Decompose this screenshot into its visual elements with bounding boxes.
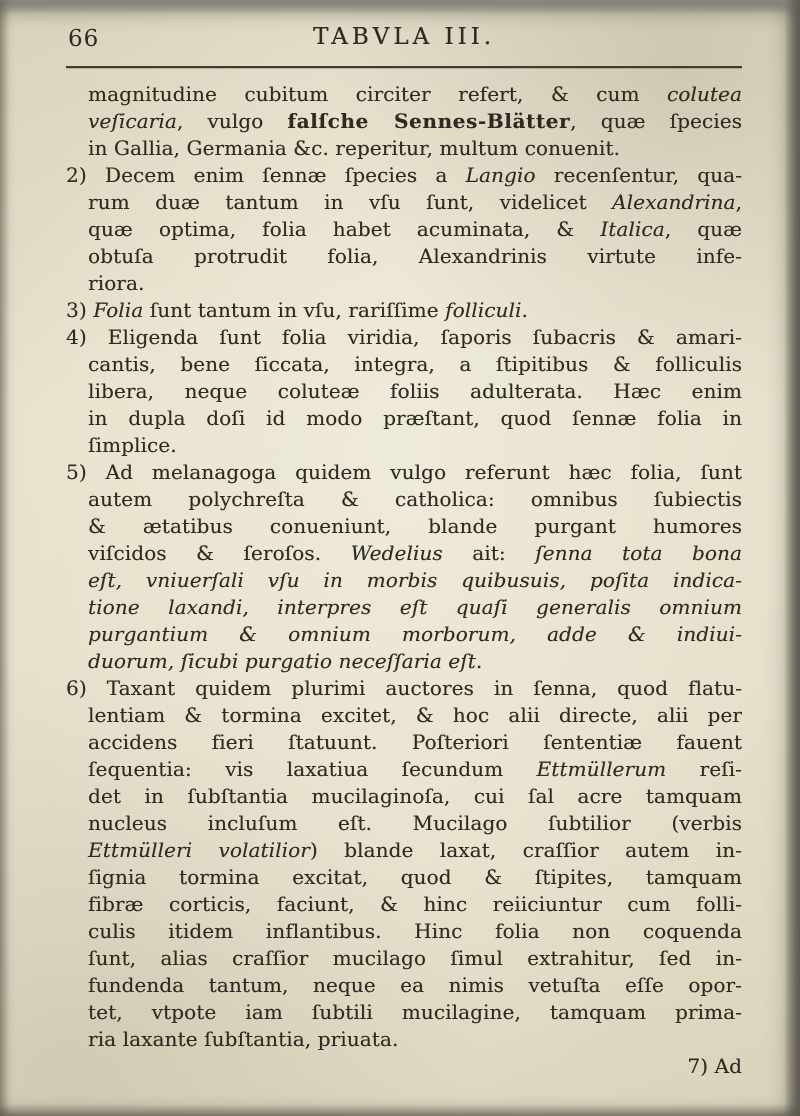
roman-text: lentiam & tormina excitet, & hoc alii directe, alii per <box>88 703 742 727</box>
text-line <box>66 567 742 594</box>
italic-text: colutea <box>666 82 742 106</box>
italic-text: duorum, ſicubi purgatio neceſſaria eſt. <box>88 649 483 673</box>
text-line <box>66 837 742 864</box>
italic-text: ſenna tota bona <box>535 541 742 565</box>
roman-text: reſi- <box>666 757 742 781</box>
roman-text: ſequentia: vis laxatiua ſecundum <box>88 757 537 781</box>
text-line <box>66 945 742 972</box>
text-line <box>66 486 742 513</box>
italic-text: Folia <box>93 298 144 322</box>
text-line <box>66 135 742 162</box>
text-line <box>66 108 742 135</box>
text-line <box>66 81 742 108</box>
roman-text: , <box>735 190 742 214</box>
italic-text: tione laxandi, interpres eſt quaſi generalis omnium <box>88 595 742 619</box>
text-line <box>66 891 742 918</box>
text-line <box>66 648 742 675</box>
text-line <box>66 216 742 243</box>
roman-text: & ætatibus conueniunt, blande purgant humores <box>88 514 742 538</box>
text-line <box>66 594 742 621</box>
roman-text: recenſentur, qua- <box>535 163 742 187</box>
roman-text: 6) Taxant quidem plurimi auctores in ſenna, quod flatu- <box>66 676 742 700</box>
roman-text: 4) Eligenda ſunt folia viridia, ſaporis ſubacris & amari- <box>66 325 742 349</box>
text-line <box>66 729 742 756</box>
text-line <box>66 243 742 270</box>
roman-text: det in ſubſtantia mucilaginoſa, cui ſal acre tamquam <box>88 784 742 808</box>
text-line <box>66 675 742 702</box>
roman-text: 3) <box>66 298 94 322</box>
scan-shadow-left <box>0 0 10 1116</box>
text-line <box>66 999 742 1026</box>
text-line <box>66 918 742 945</box>
scan-shadow-right <box>784 0 800 1116</box>
roman-text: nucleus incluſum eſt. Mucilago ſubtilior (verbis <box>88 811 742 835</box>
text-line <box>66 864 742 891</box>
roman-text: 2) Decem enim ſennæ ſpecies a <box>66 163 466 187</box>
roman-text: libera, neque coluteæ foliis adulterata. Hæc enim <box>88 379 742 403</box>
text-line <box>66 783 742 810</box>
text-line <box>66 810 742 837</box>
blackletter-text: falſche Sennes-Blätter <box>287 109 571 133</box>
text-line <box>66 378 742 405</box>
text-line <box>66 621 742 648</box>
text-line <box>66 756 742 783</box>
catchword-line <box>66 1053 742 1080</box>
page-title: TABVLA III. <box>313 24 495 50</box>
italic-text: Langio <box>465 163 536 187</box>
text-line <box>66 513 742 540</box>
roman-text: 7) Ad <box>687 1054 742 1078</box>
roman-text: in Gallia, Germania &c. reperitur, multum conuenit. <box>88 136 620 160</box>
body-text <box>66 81 742 1080</box>
italic-text: Ettmülleri volatilior <box>88 838 310 862</box>
text-line <box>66 1026 742 1053</box>
text-line <box>66 297 742 324</box>
roman-text: obtuſa protrudit folia, Alexandrinis virtute infe- <box>88 244 742 268</box>
page-content <box>66 24 742 1080</box>
roman-text: magnitudine cubitum circiter refert, & cum <box>88 82 667 106</box>
roman-text: riora. <box>88 271 145 295</box>
scan-shadow-bottom <box>0 1104 800 1116</box>
roman-text: ſignia tormina excitat, quod & ſtipites, tamquam <box>88 865 742 889</box>
roman-text: fibræ corticis, faciunt, & hinc reiiciuntur cum folli- <box>88 892 742 916</box>
scan-shadow-top <box>0 0 800 14</box>
roman-text: ait: <box>442 541 536 565</box>
text-line <box>66 351 742 378</box>
text-line <box>66 702 742 729</box>
roman-text: ſunt tantum in vſu, rariſſime <box>143 298 446 322</box>
roman-text: accidens fieri ſtatuunt. Poſteriori ſententiæ fauent <box>88 730 742 754</box>
text-line <box>66 540 742 567</box>
text-line <box>66 972 742 999</box>
page-number: 66 <box>68 26 100 52</box>
text-line <box>66 405 742 432</box>
roman-text: ria laxante ſubſtantia, priuata. <box>88 1027 399 1051</box>
text-line <box>66 459 742 486</box>
text-line <box>66 324 742 351</box>
italic-text: folliculi <box>445 298 522 322</box>
italic-text: Alexandrina <box>612 190 736 214</box>
italic-text: eſt, vniuerſali vſu in morbis quibusuis, poſita indica- <box>88 568 742 592</box>
italic-text: Ettmüllerum <box>536 757 667 781</box>
italic-text: purgantium & omnium morborum, adde & indiui- <box>88 622 742 646</box>
roman-text: autem polychreſta & catholica: omnibus ſubiectis <box>88 487 742 511</box>
roman-text: ſunt, alias craſſior mucilago ſimul extrahitur, ſed in- <box>88 946 742 970</box>
roman-text: in dupla doſi id modo præſtant, quod ſennæ folia in <box>88 406 742 430</box>
roman-text: tet, vtpote iam ſubtili mucilagine, tamquam prima- <box>88 1000 742 1024</box>
roman-text: ſimplice. <box>88 433 177 457</box>
text-line <box>66 162 742 189</box>
roman-text: quæ optima, folia habet acuminata, & <box>88 217 601 241</box>
roman-text: viſcidos & ſeroſos. <box>88 541 351 565</box>
italic-text: Italica <box>600 217 665 241</box>
roman-text: fundenda tantum, neque ea nimis vetuſta eſſe opor- <box>88 973 742 997</box>
roman-text: rum duæ tantum in vſu ſunt, videlicet <box>88 190 613 214</box>
roman-text: , vulgo <box>176 109 288 133</box>
roman-text: . <box>521 298 528 322</box>
roman-text: , quæ <box>664 217 742 241</box>
page-header <box>66 24 742 60</box>
italic-text: Wedelius <box>350 541 443 565</box>
roman-text: cantis, bene ſiccata, integra, a ſtipitibus & folliculis <box>88 352 742 376</box>
italic-text: veſicaria <box>88 109 177 133</box>
text-line <box>66 270 742 297</box>
roman-text: 5) Ad melanagoga quidem vulgo referunt hæc folia, ſunt <box>66 460 742 484</box>
header-rule <box>66 66 742 68</box>
text-line <box>66 432 742 459</box>
text-line <box>66 189 742 216</box>
roman-text: culis itidem inflantibus. Hinc folia non coquenda <box>88 919 742 943</box>
roman-text: ) blande laxat, craſſior autem in- <box>309 838 742 862</box>
roman-text: , quæ ſpecies <box>570 109 742 133</box>
